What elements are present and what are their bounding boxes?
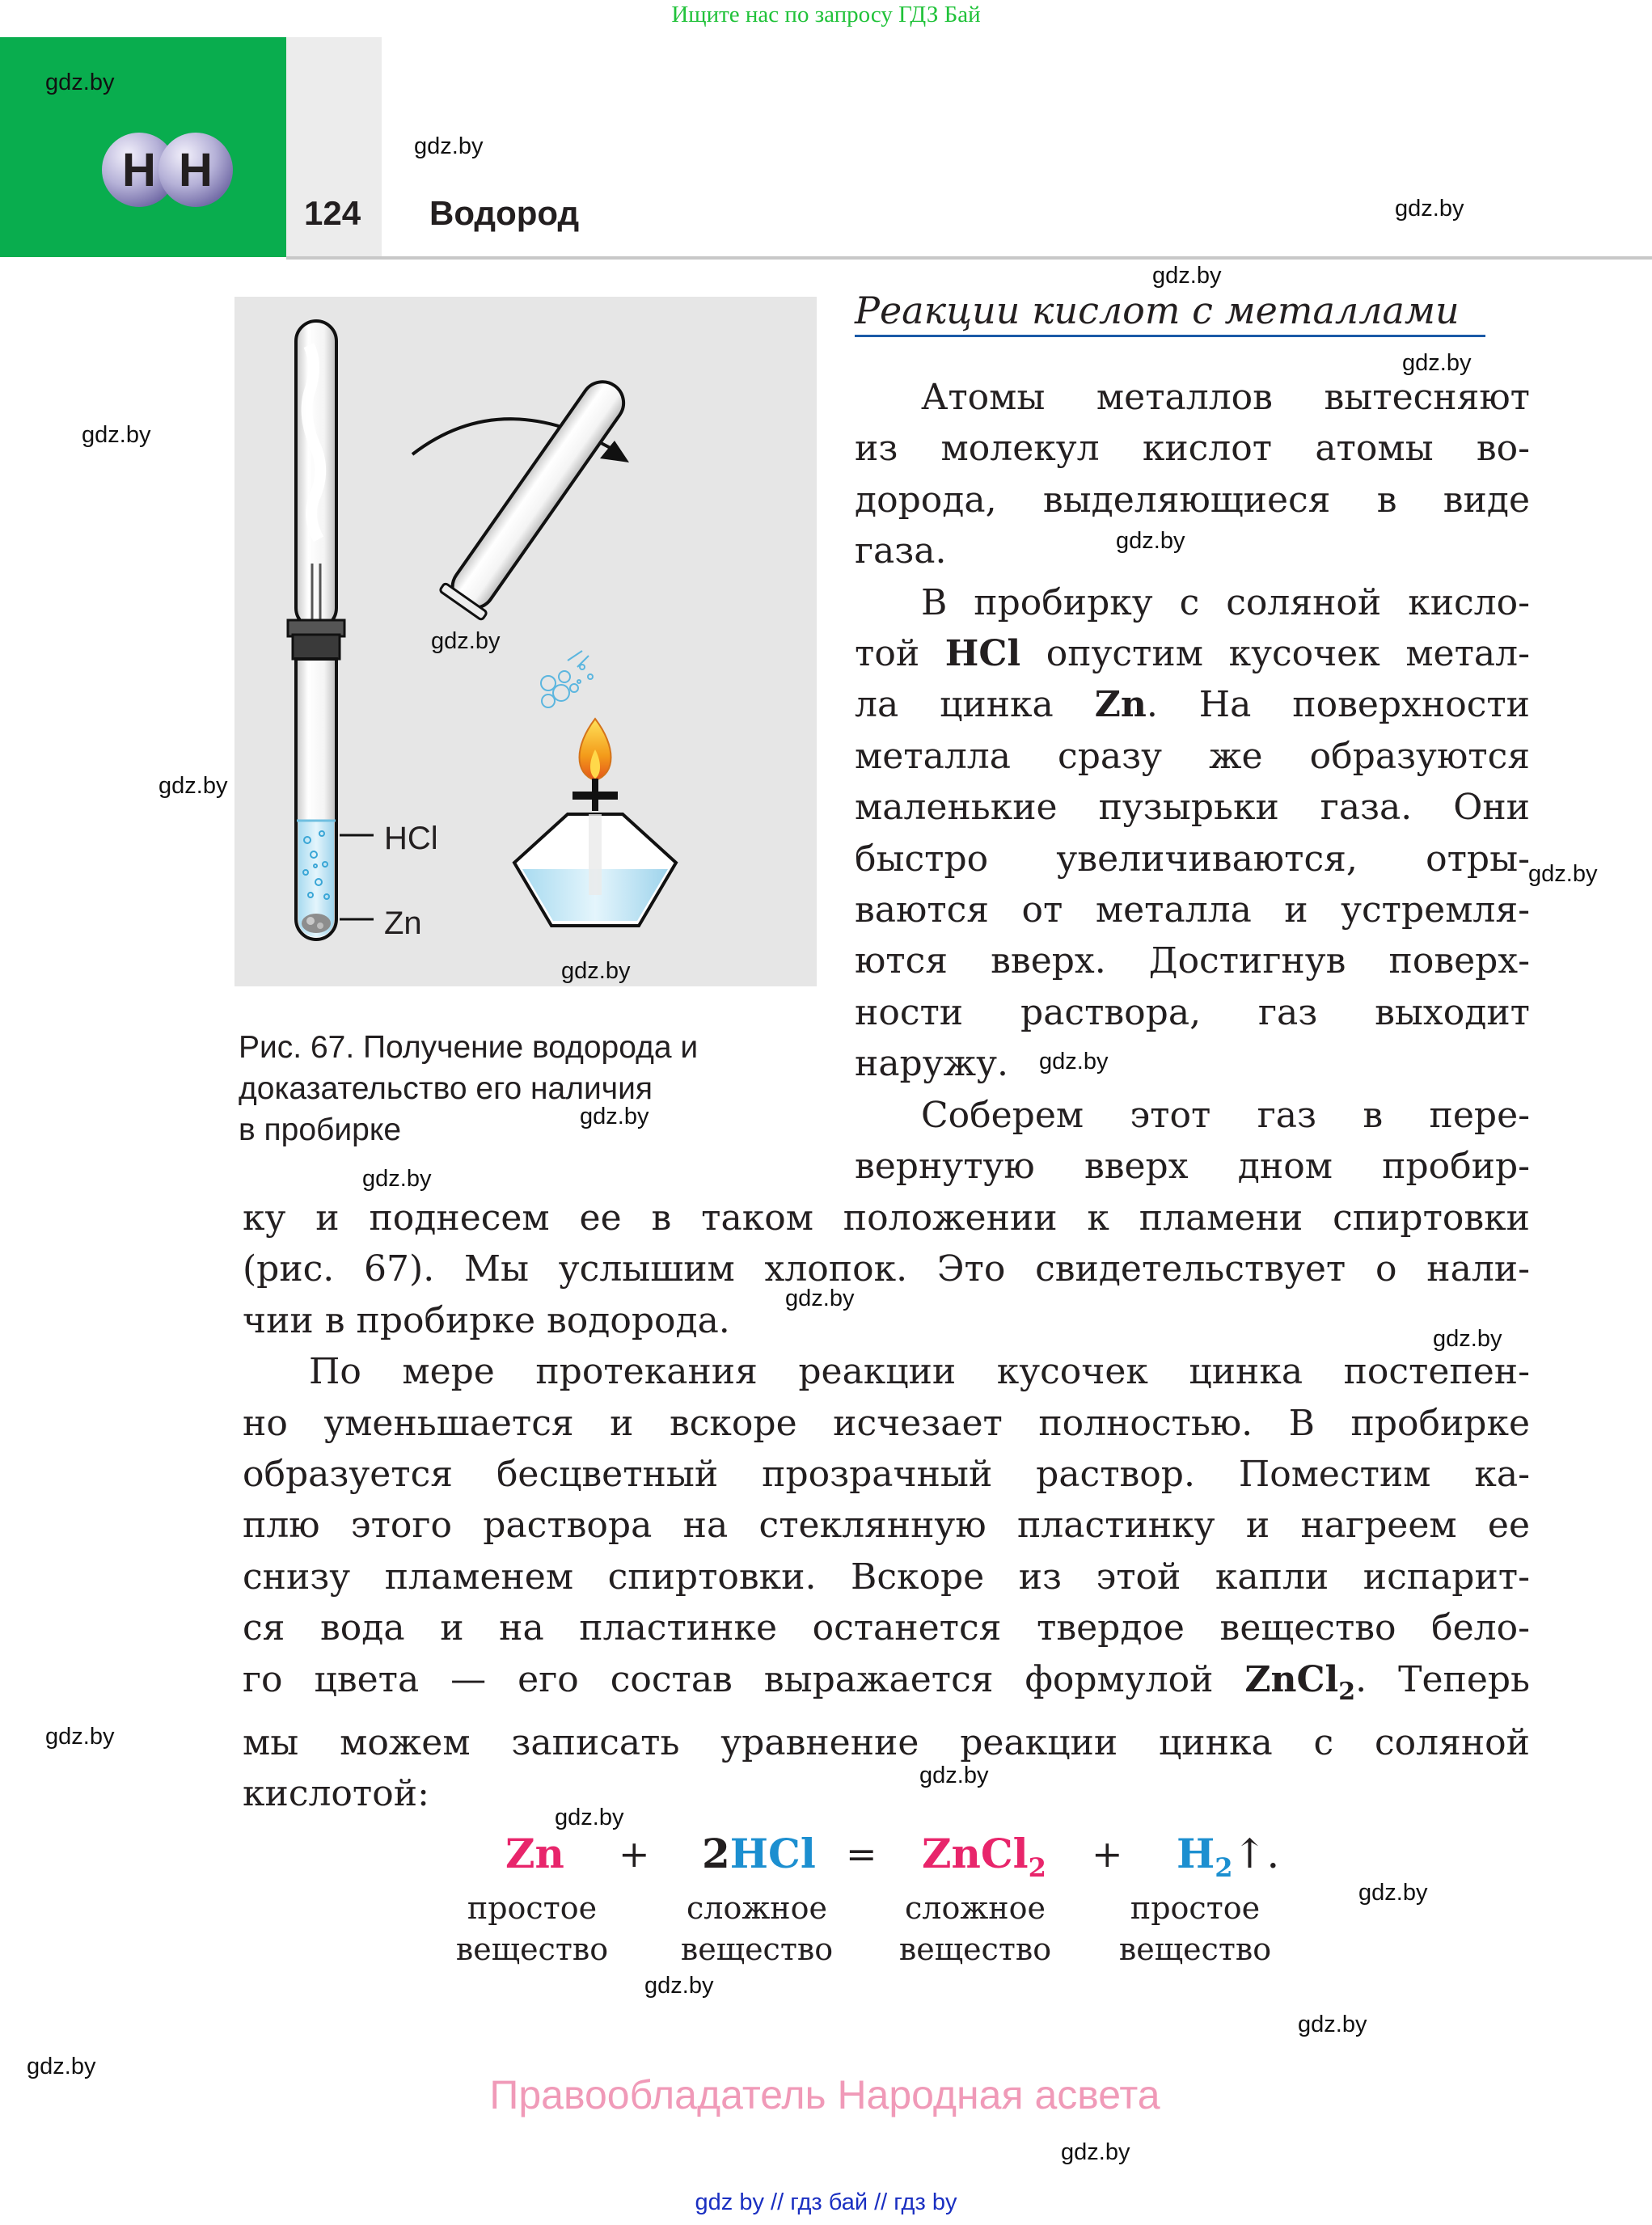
text-line: но уменьшается и вскоре исчезает полностью. В пробирке bbox=[243, 1402, 1530, 1444]
eq-equals: = bbox=[846, 1832, 877, 1876]
top-banner[interactable]: Ищите нас по запросу ГДЗ Бай bbox=[671, 2, 981, 27]
eq-label: простое вещество bbox=[455, 1890, 609, 1967]
eq-zncl2: ZnCl$_2$ bbox=[922, 1830, 1046, 1883]
watermark[interactable]: gdz.by bbox=[1528, 861, 1598, 887]
watermark[interactable]: gdz.by bbox=[919, 1763, 989, 1788]
watermark[interactable]: gdz.by bbox=[27, 2054, 96, 2079]
text-full-width bbox=[243, 1193, 1530, 1820]
text-line: дорода, выделяющиеся в виде bbox=[855, 479, 1530, 521]
eq-label: сложное вещество bbox=[898, 1890, 1052, 1967]
header-divider bbox=[286, 256, 1652, 260]
logo-letter-h2: H bbox=[179, 144, 213, 196]
gas-puff-icon bbox=[541, 651, 593, 707]
text-line: мы можем записать уравнение реакции цинка с соляной bbox=[243, 1721, 1530, 1763]
text-line: снизу пламенем спиртовки. Вскоре из этой капли испарит- bbox=[243, 1556, 1530, 1598]
test-tube-inverted bbox=[439, 371, 636, 621]
eq-hcl: 2HCl bbox=[702, 1830, 816, 1877]
eq-zn: Zn bbox=[505, 1830, 564, 1877]
text-line: наружу. bbox=[855, 1043, 1008, 1085]
formula-zncl2: ZnCl$_2$ bbox=[1244, 1658, 1356, 1706]
formula-zn: Zn bbox=[1094, 684, 1147, 726]
watermark[interactable]: gdz.by bbox=[1358, 1880, 1428, 1906]
watermark[interactable]: gdz.by bbox=[785, 1286, 855, 1311]
section-title: Реакции кислот с металлами bbox=[855, 289, 1460, 332]
watermark[interactable]: gdz.by bbox=[1433, 1326, 1502, 1352]
text-line: вернутую вверх дном пробир- bbox=[855, 1146, 1530, 1188]
watermark[interactable]: gdz.by bbox=[1298, 2012, 1367, 2037]
hydrogen-molecule-icon bbox=[97, 128, 239, 209]
watermark[interactable]: gdz.by bbox=[1061, 2139, 1130, 2165]
text-line: По мере протекания реакции кусочек цинка постепен- bbox=[309, 1351, 1530, 1393]
text-line: Атомы металлов вытесняют bbox=[921, 377, 1530, 418]
watermark[interactable]: gdz.by bbox=[1152, 263, 1222, 289]
text-line: чии в пробирке водорода. bbox=[243, 1299, 730, 1341]
watermark[interactable]: gdz.by bbox=[82, 422, 151, 448]
caption-line: доказательство его наличия bbox=[239, 1071, 653, 1106]
text-line: ности раствора, газ выходит bbox=[855, 991, 1530, 1033]
text-line: ваются от металла и устремля- bbox=[855, 889, 1530, 931]
watermark[interactable]: gdz.by bbox=[561, 958, 631, 984]
eq-plus: + bbox=[619, 1832, 650, 1876]
watermark[interactable]: gdz.by bbox=[45, 70, 115, 95]
formula-hcl: HCl bbox=[944, 633, 1021, 675]
text-line: ются вверх. Достигнув поверх- bbox=[855, 940, 1530, 982]
section-title-underline bbox=[855, 335, 1485, 337]
text-line: маленькие пузырьки газа. Они bbox=[855, 787, 1530, 829]
test-tube-upright bbox=[288, 321, 344, 939]
page-number: 124 bbox=[304, 194, 361, 232]
watermark[interactable]: gdz.by bbox=[644, 1973, 714, 1999]
watermark[interactable]: gdz.by bbox=[362, 1166, 432, 1192]
watermark[interactable]: gdz.by bbox=[1039, 1049, 1109, 1075]
watermark[interactable]: gdz.by bbox=[1402, 350, 1472, 376]
eq-h2: $H_2↑$. bbox=[1177, 1830, 1280, 1883]
logo-letter-h1: H bbox=[122, 144, 156, 196]
eq-label: сложное вещество bbox=[680, 1890, 834, 1967]
figure-caption bbox=[239, 1027, 772, 1150]
watermark[interactable]: gdz.by bbox=[1395, 196, 1464, 222]
figure-illustration bbox=[234, 297, 817, 986]
text-line: быстро увеличиваются, отры- bbox=[855, 838, 1530, 880]
watermark[interactable]: gdz.by bbox=[158, 773, 228, 799]
eq-plus: + bbox=[1092, 1832, 1123, 1876]
text-line: ку и поднесем ее в таком положении к пламени спиртовки bbox=[243, 1197, 1530, 1239]
text-line: В пробирку с соляной кисло- bbox=[921, 581, 1530, 623]
text-line: Соберем этот газ в пере- bbox=[921, 1094, 1530, 1136]
text-column bbox=[855, 372, 1530, 1193]
eq-label: простое вещество bbox=[1118, 1890, 1272, 1967]
text-line: той HCl опустим кусочек метал- bbox=[855, 633, 1530, 675]
text-line: го цвета — его состав выражается формулой ZnCl$_2$. Теперь bbox=[243, 1658, 1530, 1706]
label-zn: Zn bbox=[384, 906, 422, 941]
caption-line: Рис. 67. Получение водорода и bbox=[239, 1030, 699, 1065]
text-line: образуется бесцветный прозрачный раствор. Поместим ка- bbox=[243, 1454, 1530, 1496]
text-line: (рис. 67). Мы услышим хлопок. Это свидетельствует о нали- bbox=[243, 1248, 1530, 1290]
watermark[interactable]: gdz.by bbox=[555, 1805, 624, 1830]
text-line: ла цинка Zn. На поверхности bbox=[855, 684, 1530, 726]
caption-line: в пробирке bbox=[239, 1112, 402, 1147]
label-hcl: HCl bbox=[384, 821, 438, 856]
watermark[interactable]: gdz.by bbox=[45, 1724, 115, 1750]
text-line: металла сразу же образуются bbox=[855, 735, 1530, 777]
figure-67 bbox=[234, 297, 817, 986]
text-line: из молекул кислот атомы во- bbox=[855, 428, 1530, 470]
watermark[interactable]: gdz.by bbox=[580, 1104, 649, 1129]
bottom-links[interactable]: gdz by // гдз бай // гдз by bbox=[695, 2189, 957, 2215]
spirit-lamp bbox=[514, 719, 676, 926]
watermark[interactable]: gdz.by bbox=[431, 628, 501, 654]
rights-holder-footer: Правообладатель Народная асвета bbox=[489, 2072, 1160, 2117]
text-line: кислотой: bbox=[243, 1773, 429, 1815]
text-line: ся вода и на пластинке останется твердое вещество бело- bbox=[243, 1607, 1530, 1649]
chapter-title: Водород bbox=[429, 194, 580, 232]
watermark[interactable]: gdz.by bbox=[1116, 528, 1185, 554]
text-line: газа. bbox=[855, 530, 947, 572]
text-line: плю этого раствора на стеклянную пластинку и нагреем ее bbox=[243, 1505, 1530, 1547]
watermark[interactable]: gdz.by bbox=[414, 133, 484, 159]
